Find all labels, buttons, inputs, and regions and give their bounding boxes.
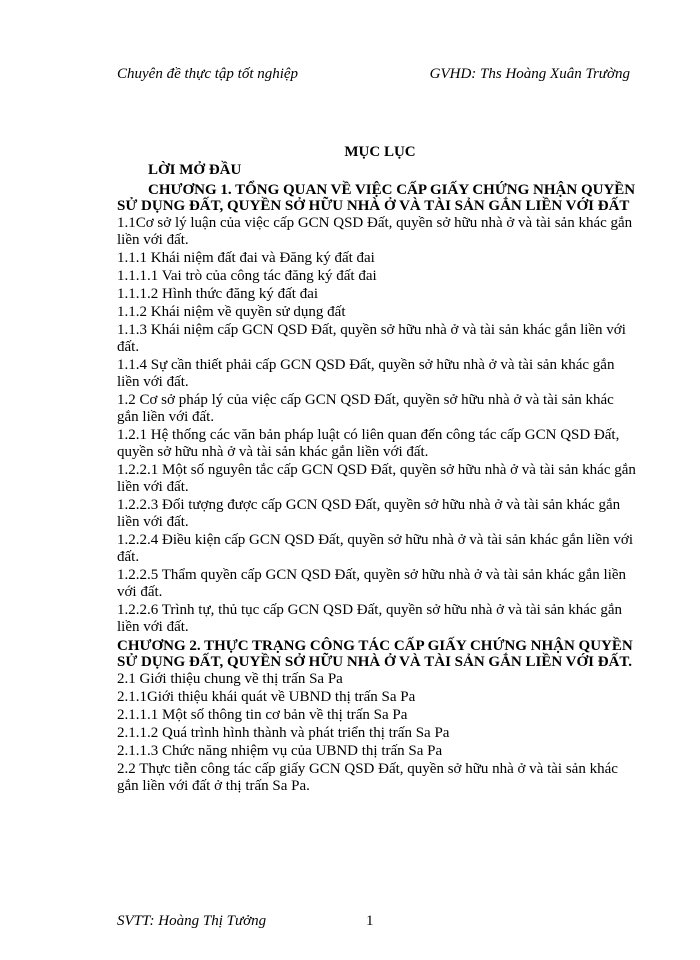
toc-entry: 1.1.1 Khái niệm đất đai và Đăng ký đất đai bbox=[117, 250, 375, 266]
toc-entry-chapter-2: CHƯƠNG 2. THỰC TRẠNG CÔNG TÁC CẤP GIẤY CHỨNG NHẬN QUYỀN SỬ DỤNG ĐẤT, QUYỀN SỞ HỮU NHÀ Ở VÀ TÀI SẢN GẮN LIỀN VỚI ĐẤT. bbox=[117, 638, 633, 670]
toc-entry: 2.1 Giới thiệu chung về thị trấn Sa Pa bbox=[117, 671, 343, 687]
header-supervisor: GVHD: Ths Hoàng Xuân Trường bbox=[429, 66, 630, 82]
toc-entry: 1.2.1 Hệ thống các văn bản pháp luật có liên quan đến công tác cấp GCN QSD Đất, quyền sở hữu nhà ở và tài sản khác gắn liền với đất. bbox=[117, 427, 620, 460]
toc-entry: 2.1.1.3 Chức năng nhiệm vụ của UBND thị trấn Sa Pa bbox=[117, 743, 443, 759]
toc-entry: 1.2.2.1 Một số nguyên tắc cấp GCN QSD Đất, quyền sở hữu nhà ở và tài sản khác gắn liền với đất. bbox=[117, 462, 636, 495]
toc-entry: 1.1Cơ sở lý luận của việc cấp GCN QSD Đất, quyền sở hữu nhà ở và tài sản khác gắn liền với đất. bbox=[117, 215, 633, 248]
page-footer-student: SVTT: Hoàng Thị Tưởng bbox=[117, 913, 267, 929]
toc-entry: 1.1.2 Khái niệm về quyền sử dụng đất bbox=[117, 304, 346, 320]
toc-entry: 1.1.4 Sự cần thiết phải cấp GCN QSD Đất, quyền sở hữu nhà ở và tài sản khác gắn liền với đất. bbox=[117, 357, 615, 390]
toc-entry: 1.2 Cơ sở pháp lý của việc cấp GCN QSD Đất, quyền sở hữu nhà ở và tài sản khác gắn liền với đất. bbox=[117, 392, 614, 425]
toc-entry-preface: LỜI MỞ ĐẦU bbox=[148, 162, 242, 178]
toc-title: MỤC LỤC bbox=[344, 144, 416, 160]
toc-entry: 2.1.1.1 Một số thông tin cơ bản về thị trấn Sa Pa bbox=[117, 707, 408, 723]
page-header bbox=[117, 64, 630, 84]
table-of-contents bbox=[117, 161, 637, 795]
toc-entry: 1.1.3 Khái niệm cấp GCN QSD Đất, quyền sở hữu nhà ở và tài sản khác gắn liền với đất. bbox=[117, 322, 626, 355]
toc-entry: 1.1.1.2 Hình thức đăng ký đất đai bbox=[117, 286, 319, 302]
toc-entry-chapter-1: CHƯƠNG 1. TỔNG QUAN VỀ VIỆC CẤP GIẤY CHỨNG NHẬN QUYỀN SỬ DỤNG ĐẤT, QUYỀN SỞ HỮU NHÀ Ở VÀ TÀI SẢN GẮN LIỀN VỚI ĐẤT bbox=[117, 182, 636, 214]
toc-entry: 1.2.2.4 Điều kiện cấp GCN QSD Đất, quyền sở hữu nhà ở và tài sản khác gắn liền với đất. bbox=[117, 532, 633, 565]
toc-entry: 2.2 Thực tiễn công tác cấp giấy GCN QSD Đất, quyền sở hữu nhà ở và tài sản khác gắn liền với đất ở thị trấn Sa Pa. bbox=[117, 761, 618, 794]
toc-entry: 1.1.1.1 Vai trò của công tác đăng ký đất đai bbox=[117, 268, 377, 284]
toc-entry: 1.2.2.5 Thẩm quyền cấp GCN QSD Đất, quyền sở hữu nhà ở và tài sản khác gắn liền với đất. bbox=[117, 567, 627, 600]
toc-entry: 1.2.2.3 Đối tượng được cấp GCN QSD Đất, quyền sở hữu nhà ở và tài sản khác gắn liền với đất. bbox=[117, 497, 621, 530]
toc-entry: 2.1.1Giới thiệu khái quát về UBND thị trấn Sa Pa bbox=[117, 689, 416, 705]
toc-entry: 2.1.1.2 Quá trình hình thành và phát triển thị trấn Sa Pa bbox=[117, 725, 450, 741]
page-number: 1 bbox=[366, 913, 374, 929]
toc-entry: 1.2.2.6 Trình tự, thủ tục cấp GCN QSD Đất, quyền sở hữu nhà ở và tài sản khác gắn liền với đất. bbox=[117, 602, 622, 635]
header-topic: Chuyên đề thực tập tốt nghiệp bbox=[117, 66, 299, 82]
